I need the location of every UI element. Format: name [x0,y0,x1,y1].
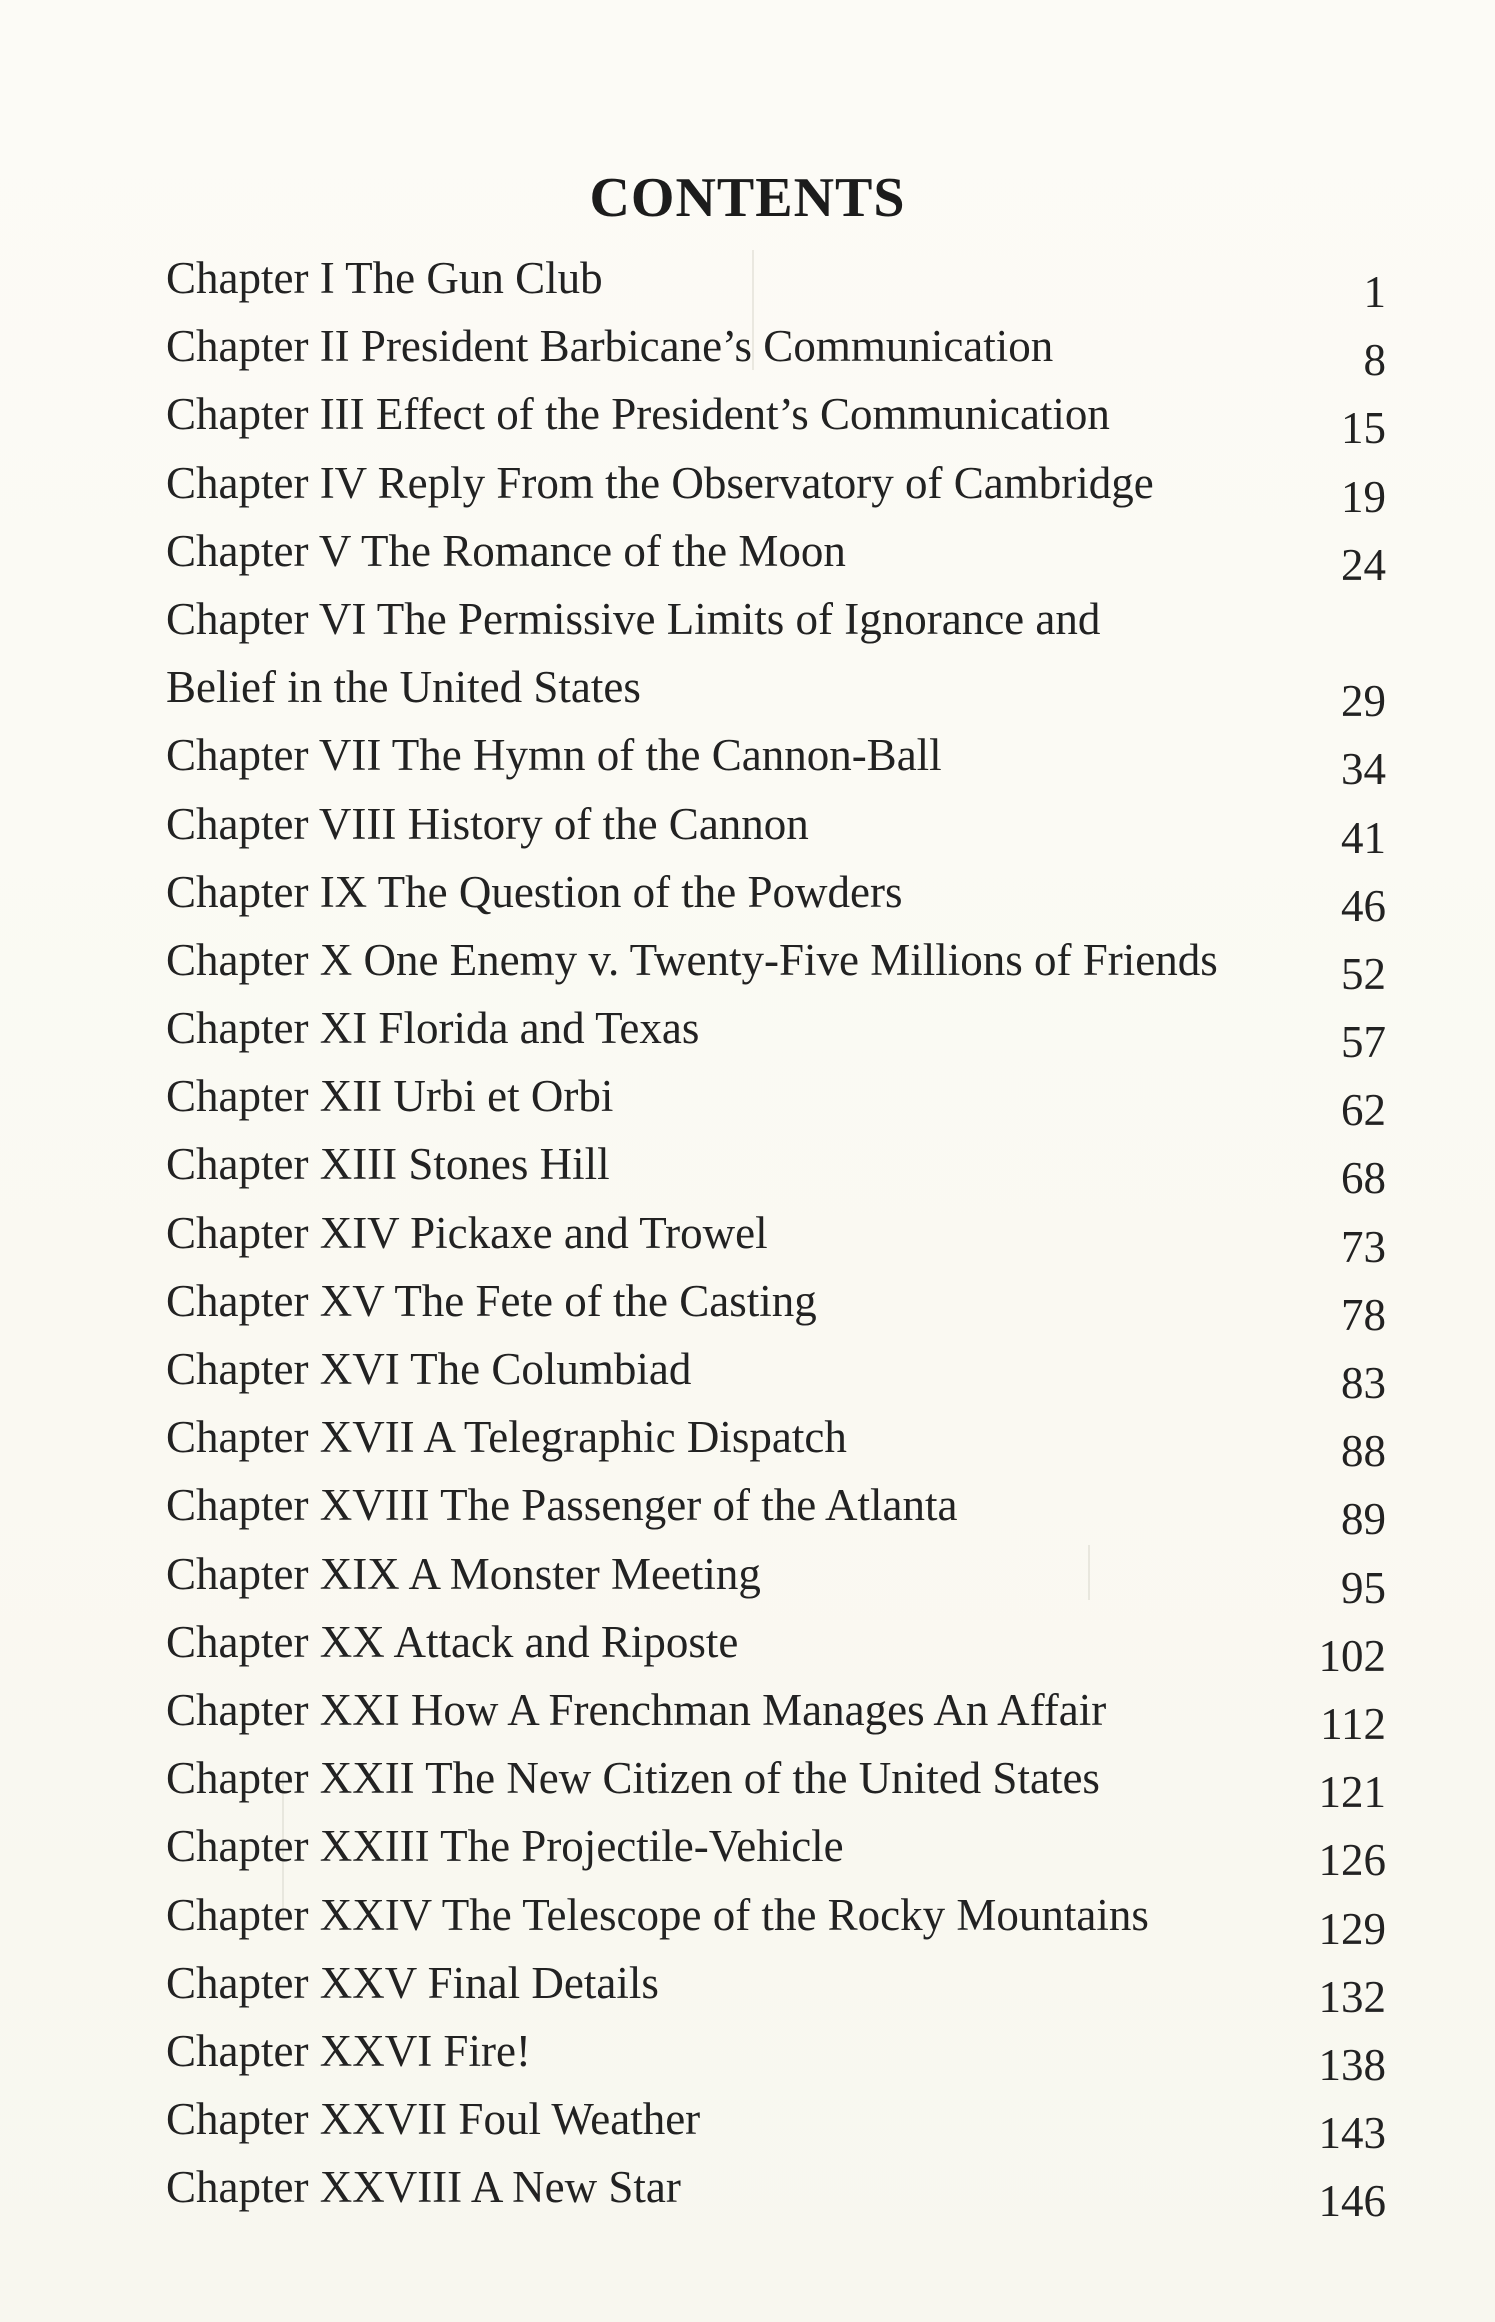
chapter-title: Chapter XX Attack and Riposte [166,1616,739,1667]
toc-entry [166,1885,1386,1953]
page-number: 24 [1341,539,1386,590]
page-number: 138 [1318,2039,1386,2090]
chapter-title: Chapter XVIII The Passenger of the Atlanta [166,1480,958,1531]
page-number: 68 [1341,1153,1386,1204]
page-number: 89 [1341,1494,1386,1545]
chapter-title: Chapter XIV Pickaxe and Trowel [166,1207,768,1258]
page-number: 46 [1341,880,1386,931]
chapter-title: Chapter III Effect of the President’s Communication [166,389,1110,440]
chapter-title: Chapter XXIII The Projectile-Vehicle [166,1821,844,1872]
toc-entry [166,1339,1386,1407]
page-number: 34 [1341,744,1386,795]
toc-entry [166,248,1386,316]
toc-entry [166,862,1386,930]
chapter-title: Chapter XVII A Telegraphic Dispatch [166,1412,847,1463]
page-number: 112 [1320,1698,1386,1749]
toc-entry [166,725,1386,793]
page-number: 8 [1363,335,1386,386]
chapter-title: Chapter XV The Fete of the Casting [166,1275,817,1326]
table-of-contents [166,248,1386,2225]
chapter-title: Chapter XIX A Monster Meeting [166,1548,761,1599]
toc-entry [166,521,1386,589]
toc-entry [166,930,1386,998]
chapter-title: Chapter IX The Question of the Powders [166,866,903,917]
toc-entry [166,1612,1386,1680]
toc-entry [166,1953,1386,2021]
toc-entry [166,1134,1386,1202]
toc-entry [166,2157,1386,2225]
toc-entry [166,794,1386,862]
page-number: 95 [1341,1562,1386,1613]
chapter-title: Chapter XXVII Foul Weather [166,2094,701,2145]
page-number: 78 [1341,1289,1386,1340]
page-number: 41 [1341,812,1386,863]
page-number: 146 [1318,2176,1386,2227]
page-number: 52 [1341,948,1386,999]
page-number: 129 [1318,1903,1386,1954]
chapter-title-line: Chapter VI The Permissive Limits of Ignorance and [166,593,1101,644]
chapter-title: Chapter I The Gun Club [166,253,603,303]
toc-entry [166,998,1386,1066]
page-number: 15 [1341,403,1386,454]
chapter-title-line: Belief in the United States [166,662,641,713]
chapter-title: Chapter XXVI Fire! [166,2025,531,2076]
chapter-title: Chapter XVI The Columbiad [166,1344,692,1395]
chapter-title: Chapter XXV Final Details [166,1957,659,2008]
page-number: 57 [1341,1017,1386,1068]
toc-entry [166,1544,1386,1612]
page-number: 121 [1318,1767,1386,1818]
chapter-title: Chapter IV Reply From the Observatory of Cambridge [166,457,1154,508]
toc-entry [166,1203,1386,1271]
chapter-title: Chapter XXVIII A New Star [166,2162,681,2213]
toc-entry [166,2021,1386,2089]
page-number: 126 [1318,1835,1386,1886]
toc-entry [166,1066,1386,1134]
toc-entry [166,2089,1386,2157]
toc-entry [166,316,1386,384]
chapter-title: Chapter VII The Hymn of the Cannon-Ball [166,730,942,781]
toc-entry [166,589,1386,725]
toc-entry [166,384,1386,452]
toc-entry [166,1748,1386,1816]
page-number: 132 [1318,1971,1386,2022]
chapter-title: Chapter V The Romance of the Moon [166,525,846,576]
chapter-title: Chapter XI Florida and Texas [166,1003,700,1054]
page-number: 1 [1363,267,1386,317]
page-number: 143 [1318,2108,1386,2159]
chapter-title: Chapter XXI How A Frenchman Manages An Affair [166,1684,1107,1735]
toc-entry [166,1816,1386,1884]
chapter-title: Chapter XXII The New Citizen of the United States [166,1753,1100,1804]
chapter-title: Chapter XXIV The Telescope of the Rocky Mountains [166,1889,1149,1940]
chapter-title [166,585,1100,721]
toc-entry [166,1680,1386,1748]
toc-entry [166,453,1386,521]
contents-heading: CONTENTS [589,167,906,229]
toc-entry [166,1407,1386,1475]
page-number: 62 [1341,1085,1386,1136]
chapter-title: Chapter X One Enemy v. Twenty-Five Millions of Friends [166,934,1218,985]
chapter-title: Chapter VIII History of the Cannon [166,798,809,849]
page-number: 102 [1318,1630,1386,1681]
toc-entry [166,1271,1386,1339]
page-number: 88 [1341,1426,1386,1477]
toc-entry [166,1475,1386,1543]
chapter-title: Chapter XIII Stones Hill [166,1139,610,1190]
chapter-title: Chapter XII Urbi et Orbi [166,1071,614,1122]
page-number: 83 [1341,1358,1386,1409]
page-number: 29 [1341,675,1386,726]
page-number: 73 [1341,1221,1386,1272]
page-number: 19 [1341,471,1386,522]
chapter-title: Chapter II President Barbicane’s Communication [166,321,1054,372]
